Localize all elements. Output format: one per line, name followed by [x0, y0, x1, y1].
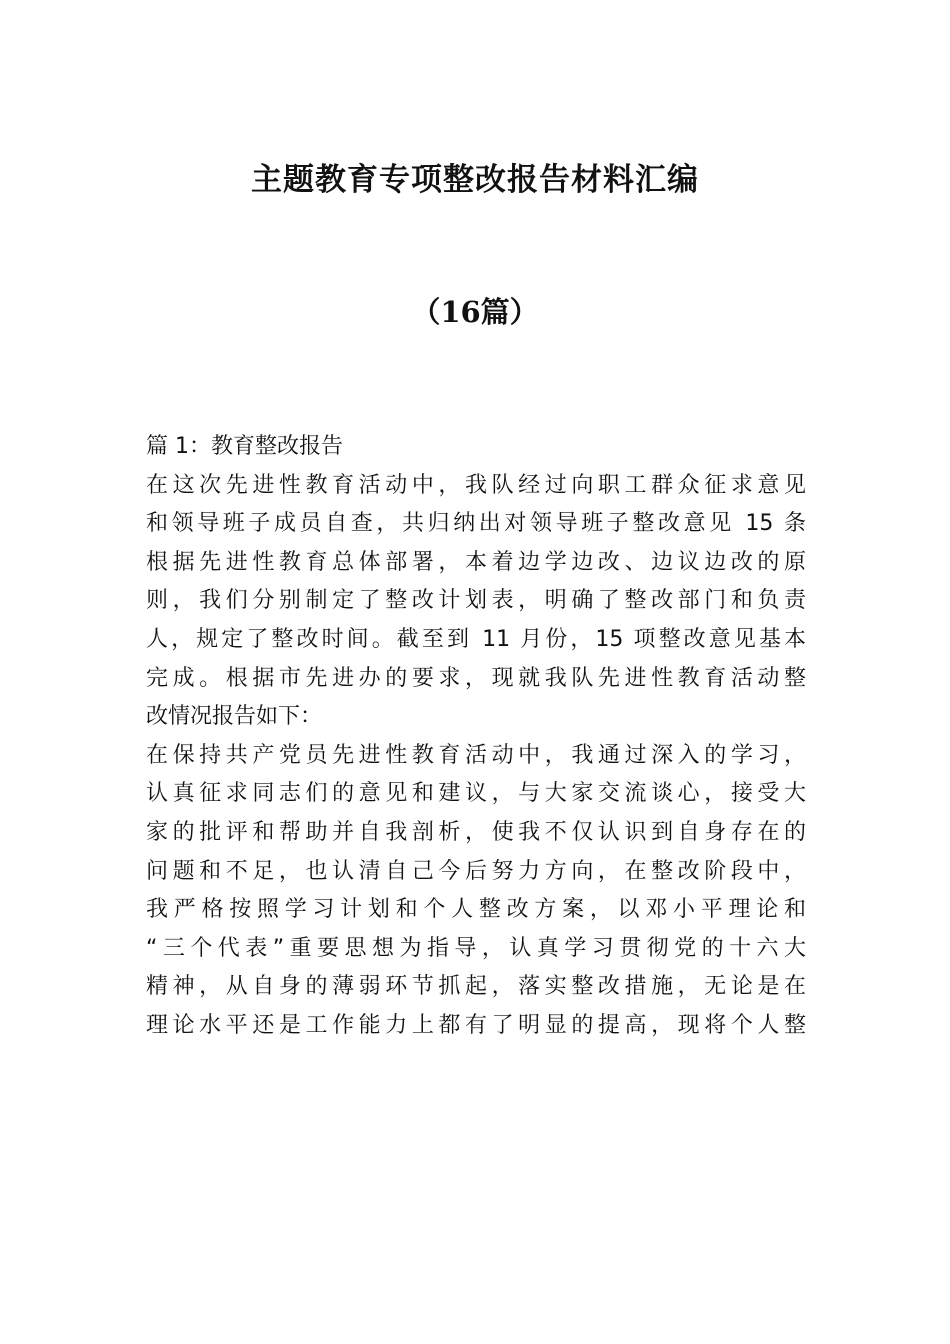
paragraph-line: 改情况报告如下： — [146, 704, 323, 730]
paragraph-line: “三个代表”重要思想为指导，认真学习贯彻党的十六大 — [146, 935, 806, 961]
paragraph-line: 精神，从自身的薄弱环节抓起，落实整改措施，无论是在 — [146, 974, 806, 1000]
paragraph-line: 和领导班子成员自查，共归纳出对领导班子整改意见 15 条 — [146, 511, 806, 537]
paragraph-line: 在这次先进性教育活动中，我队经过向职工群众征求意见 — [146, 472, 806, 498]
paragraph-line: 完成。根据市先进办的要求，现就我队先进性教育活动整 — [146, 665, 806, 691]
paragraph-line: 问题和不足，也认清自己今后努力方向，在整改阶段中， — [146, 858, 806, 884]
document-body — [146, 428, 806, 1046]
paragraph-line: 根据先进性教育总体部署，本着边学边改、边议边改的原 — [146, 549, 806, 575]
paragraph-line: 则，我们分别制定了整改计划表，明确了整改部门和负责 — [146, 588, 806, 614]
paragraph-line: 我严格按照学习计划和个人整改方案，以邓小平理论和 — [146, 897, 806, 923]
paragraph-line: 在保持共产党员先进性教育活动中，我通过深入的学习， — [146, 742, 806, 768]
paragraph-line: 认真征求同志们的意见和建议，与大家交流谈心，接受大 — [146, 781, 806, 807]
paragraph-line: 人，规定了整改时间。截至到 11 月份，15 项整改意见基本 — [146, 626, 806, 652]
paragraph-2 — [146, 737, 806, 1046]
document-subtitle: （16篇） — [411, 295, 539, 329]
section-heading: 篇 1：教育整改报告 — [146, 434, 343, 459]
paragraph-1 — [146, 467, 806, 737]
paragraph-line: 家的批评和帮助并自我剖析，使我不仅认识到自身存在的 — [146, 819, 806, 845]
document-title: 主题教育专项整改报告材料汇编 — [251, 162, 699, 198]
paragraph-line: 理论水平还是工作能力上都有了明显的提高，现将个人整 — [146, 1012, 806, 1038]
